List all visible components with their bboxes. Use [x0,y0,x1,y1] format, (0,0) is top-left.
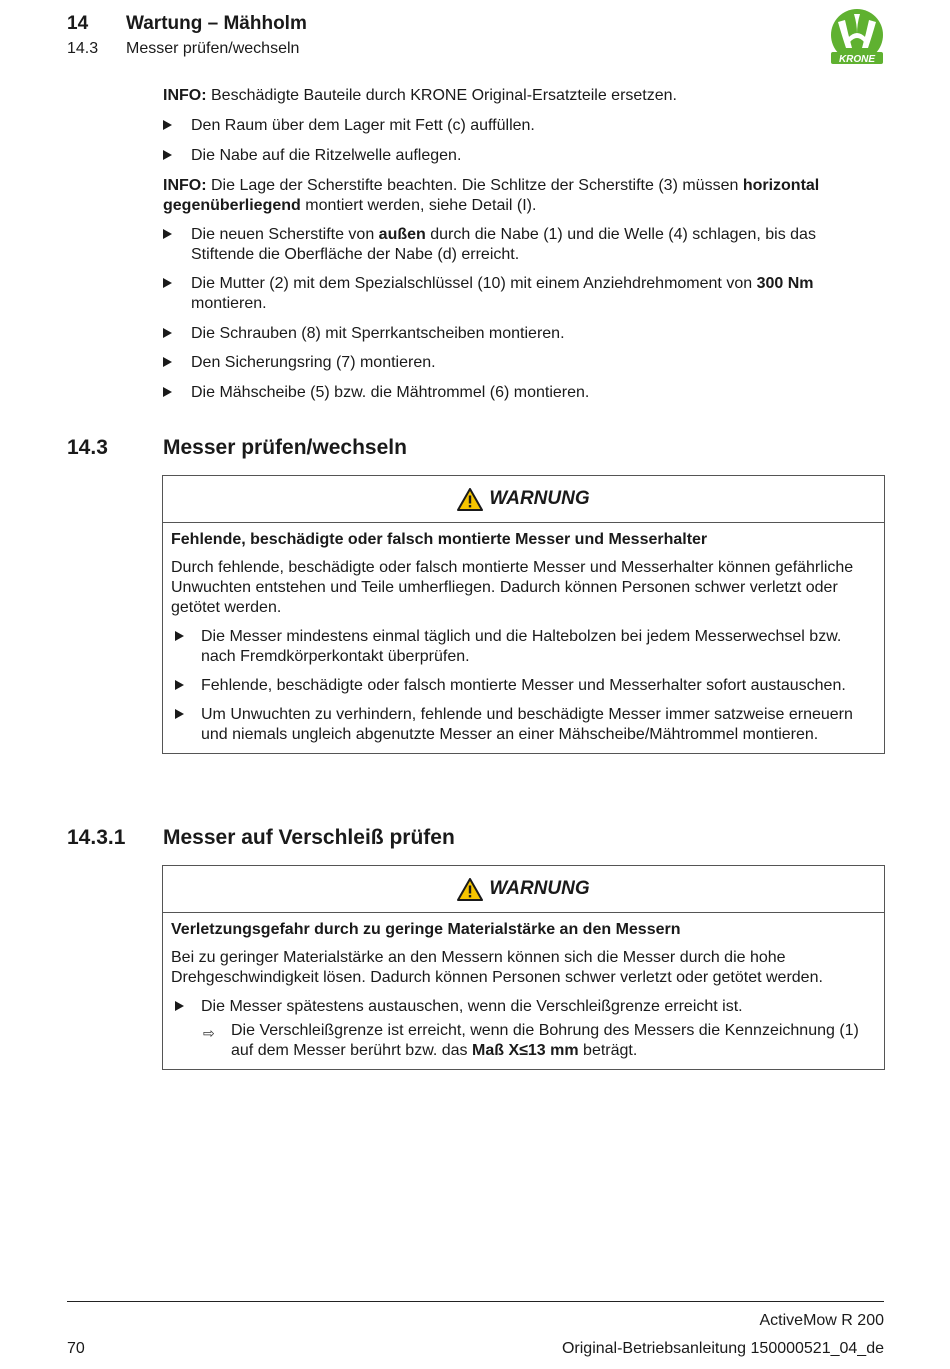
warning-text: Bei zu geringer Materialstärke an den Messern können sich die Messer durch die hohe Drehgeschwindigkeit lösen. Dadurch können Personen schwer verletzt oder getötet werden. [171,949,823,986]
section-number: 14.3 [67,40,99,57]
warning-header [163,866,884,913]
arrow-bullet-icon [163,328,172,338]
list-item: Die Mähscheibe (5) bzw. die Mähtrommel (6) montieren. [163,383,883,403]
arrow-bullet-icon [175,709,184,719]
warning-triangle-icon [457,878,483,901]
footer-rule [67,1301,884,1302]
krone-logo [828,8,886,66]
footer-document-id: Original-Betriebsanleitung 150000521_04_de [561,1340,884,1357]
warning-box [162,475,885,754]
warning-triangle-icon [457,488,483,511]
warning-label: WARNUNG [489,488,590,509]
subsection-heading-number: 14.3.1 [67,826,126,849]
arrow-bullet-icon [163,120,172,130]
list-item: Fehlende, beschädigte oder falsch montierte Messer und Messerhalter sofort austauschen. [171,676,876,696]
arrow-bullet-icon [163,357,172,367]
section-title: Messer prüfen/wechseln [126,40,300,57]
list-item: Um Unwuchten zu verhindern, fehlende und beschädigte Messer immer satzweise erneuern und niemals ungleich abgenutzte Messer an einer Mähscheibe/Mähtrommel montieren. [171,705,876,745]
list-item: Die Mutter (2) mit dem Spezialschlüssel (10) mit einem Anziehdrehmoment von 300 Nm montieren. [163,274,883,314]
list-item: Die neuen Scherstifte von außen durch die Nabe (1) und die Welle (4) schlagen, bis das Stiftende die Oberfläche der Nabe (d) erreicht. [163,225,883,265]
result-item: ⇨ Die Verschleißgrenze ist erreicht, wenn die Bohrung des Messers die Kennzeichnung (1) auf dem Messer berührt bzw. das Maß X≤13 mm beträgt. [203,1022,859,1059]
warning-box [162,865,885,1070]
arrow-bullet-icon [163,150,172,160]
subsection-heading-title: Messer auf Verschleiß prüfen [163,826,455,849]
list-item: Den Raum über dem Lager mit Fett (c) auffüllen. [163,116,883,136]
footer-product: ActiveMow R 200 [759,1312,884,1329]
page-number: 70 [67,1340,85,1357]
arrow-bullet-icon [163,278,172,288]
list-item: Die Nabe auf die Ritzelwelle auflegen. [163,146,883,166]
list-item: Die Schrauben (8) mit Sperrkantscheiben montieren. [163,324,883,344]
list-item: Die Messer spätestens austauschen, wenn die Verschleißgrenze erreicht ist. [171,997,876,1017]
warning-label: WARNUNG [489,878,590,899]
result-arrow-icon: ⇨ [203,1025,215,1041]
chapter-title: Wartung – Mähholm [126,13,307,34]
warning-header [163,476,884,523]
arrow-bullet-icon [175,631,184,641]
list-item: Den Sicherungsring (7) montieren. [163,353,883,373]
arrow-bullet-icon [163,387,172,397]
warning-title: Verletzungsgefahr durch zu geringe Materialstärke an den Messern [171,921,681,938]
info-note-2: INFO: Die Lage der Scherstifte beachten. Die Schlitze der Scherstifte (3) müssen horizontal gegenüberliegend montiert werden, siehe Detail (I). [163,177,820,214]
arrow-bullet-icon [163,229,172,239]
info-note-1: INFO: Beschädigte Bauteile durch KRONE Original-Ersatzteile ersetzen. [163,87,677,104]
chapter-number: 14 [67,13,89,34]
section-heading-number: 14.3 [67,436,108,459]
logo-text: KRONE [838,54,876,65]
section-heading-title: Messer prüfen/wechseln [163,436,407,459]
warning-text: Durch fehlende, beschädigte oder falsch montierte Messer und Messerhalter können gefährliche Unwuchten entstehen und Teile umherfliegen. Dadurch können Personen schwer verletzt oder getötet werden. [171,559,854,616]
arrow-bullet-icon [175,680,184,690]
warning-title: Fehlende, beschädigte oder falsch montierte Messer und Messerhalter [171,531,708,548]
arrow-bullet-icon [175,1001,184,1011]
list-item: Die Messer mindestens einmal täglich und die Haltebolzen bei jedem Messerwechsel bzw. nach Fremdkörperkontakt überprüfen. [171,627,876,667]
